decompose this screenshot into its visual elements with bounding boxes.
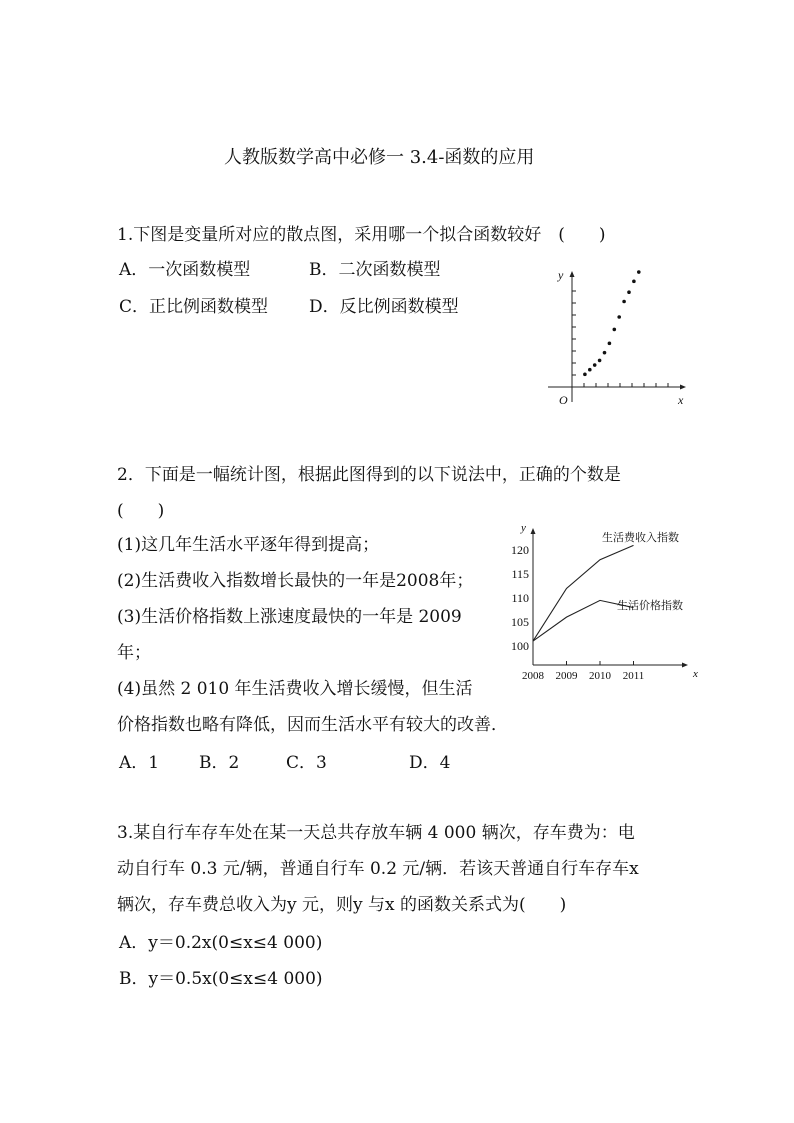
scatter-points	[583, 270, 641, 376]
y-tick-label-115: 115	[511, 567, 529, 582]
series-label-1: 生活费收入指数	[602, 532, 679, 544]
series-line-1	[533, 545, 634, 641]
q3-line-3: 辆次，存车费总收入为y 元，则y 与x 的函数关系式为( )	[117, 895, 567, 915]
scatter-plot	[548, 262, 694, 412]
scatter-point-11	[632, 280, 636, 284]
scatter-point-7	[613, 328, 617, 332]
q2-option-b: B．2	[199, 753, 240, 773]
scatter-point-2	[588, 368, 592, 372]
q1-option-a: A．一次函数模型	[119, 260, 251, 280]
scatter-y-arrow	[570, 271, 575, 277]
q2-stem: 2．下面是一幅统计图，根据此图得到的以下说法中，正确的个数是	[117, 465, 621, 485]
scatter-point-12	[637, 270, 641, 274]
series-label-2: 生活价格指数	[617, 600, 683, 612]
q1-option-d: D．反比例函数模型	[309, 297, 459, 317]
q2-statement-4b: 价格指数也略有降低，因而生活水平有较大的改善．	[117, 715, 508, 735]
page-title: 人教版数学高中必修一 3.4-函数的应用	[224, 147, 535, 168]
x-tick-label-2010: 2010	[589, 670, 611, 682]
q2-statement-1: (1)这几年生活水平逐年得到提高；	[117, 535, 380, 555]
q2-answer-paren: ( )	[117, 501, 165, 521]
q3-option-b: B．y＝0.5x(0≤x≤4 000)	[119, 969, 323, 989]
line-chart-y-ticks	[511, 543, 529, 653]
x-tick-label-2009: 2009	[555, 670, 578, 682]
line-chart-x-label: x	[693, 668, 698, 680]
line-chart-x-arrow	[682, 663, 688, 668]
q1-stem: 1.下图是变量所对应的散点图，采用哪一个拟合函数较好 ( )	[117, 225, 606, 245]
x-tick-label-2011: 2011	[622, 670, 645, 682]
line-chart-x-ticks	[522, 661, 644, 682]
q2-statement-3a: (3)生活价格指数上涨速度最快的一年是 2009	[117, 607, 462, 627]
scatter-point-10	[627, 290, 631, 294]
scatter-point-6	[608, 342, 612, 346]
q2-option-d: D．4	[409, 753, 451, 773]
y-tick-label-120: 120	[511, 543, 529, 558]
line-chart-series	[533, 530, 683, 641]
q2-option-a: A．1	[119, 753, 160, 773]
y-tick-label-105: 105	[511, 614, 529, 629]
q2-option-c: C．3	[286, 753, 327, 773]
scatter-point-5	[603, 351, 607, 355]
y-tick-label-100: 100	[511, 638, 529, 653]
scatter-point-4	[598, 359, 602, 363]
q2-statement-4a: (4)虽然 2 010 年生活费收入增长缓慢，但生活	[117, 679, 473, 699]
q1-option-c: C．正比例函数模型	[119, 297, 269, 317]
line-chart-y-label: y	[521, 522, 526, 534]
scatter-y-ticks	[572, 291, 576, 375]
scatter-point-8	[617, 315, 621, 319]
scatter-x-ticks	[584, 383, 668, 387]
scatter-x-arrow	[680, 385, 686, 390]
scatter-x-label: x	[678, 393, 684, 407]
q2-statement-3b: 年；	[117, 643, 151, 663]
y-tick-label-110: 110	[511, 591, 529, 605]
scatter-y-label: y	[558, 268, 564, 282]
line-chart-y-arrow	[531, 528, 536, 534]
scatter-point-1	[583, 373, 587, 377]
index-line-chart	[505, 515, 717, 690]
scatter-origin-label: O	[559, 393, 568, 407]
x-tick-label-2008: 2008	[522, 670, 544, 682]
q3-option-a: A．y＝0.2x(0≤x≤4 000)	[119, 933, 323, 953]
q3-line-2: 动自行车 0.3 元/辆，普通自行车 0.2 元/辆．若该天普通自行车存车x	[117, 859, 639, 879]
q1-option-b: B．二次函数模型	[309, 260, 441, 280]
q2-statement-2: (2)生活费收入指数增长最快的一年是2008年；	[117, 571, 474, 591]
scatter-point-9	[622, 300, 626, 304]
q3-line-1: 3.某自行车存车处在某一天总共存放车辆 4 000 辆次，存车费为：电	[117, 823, 635, 843]
scatter-point-3	[593, 363, 597, 367]
